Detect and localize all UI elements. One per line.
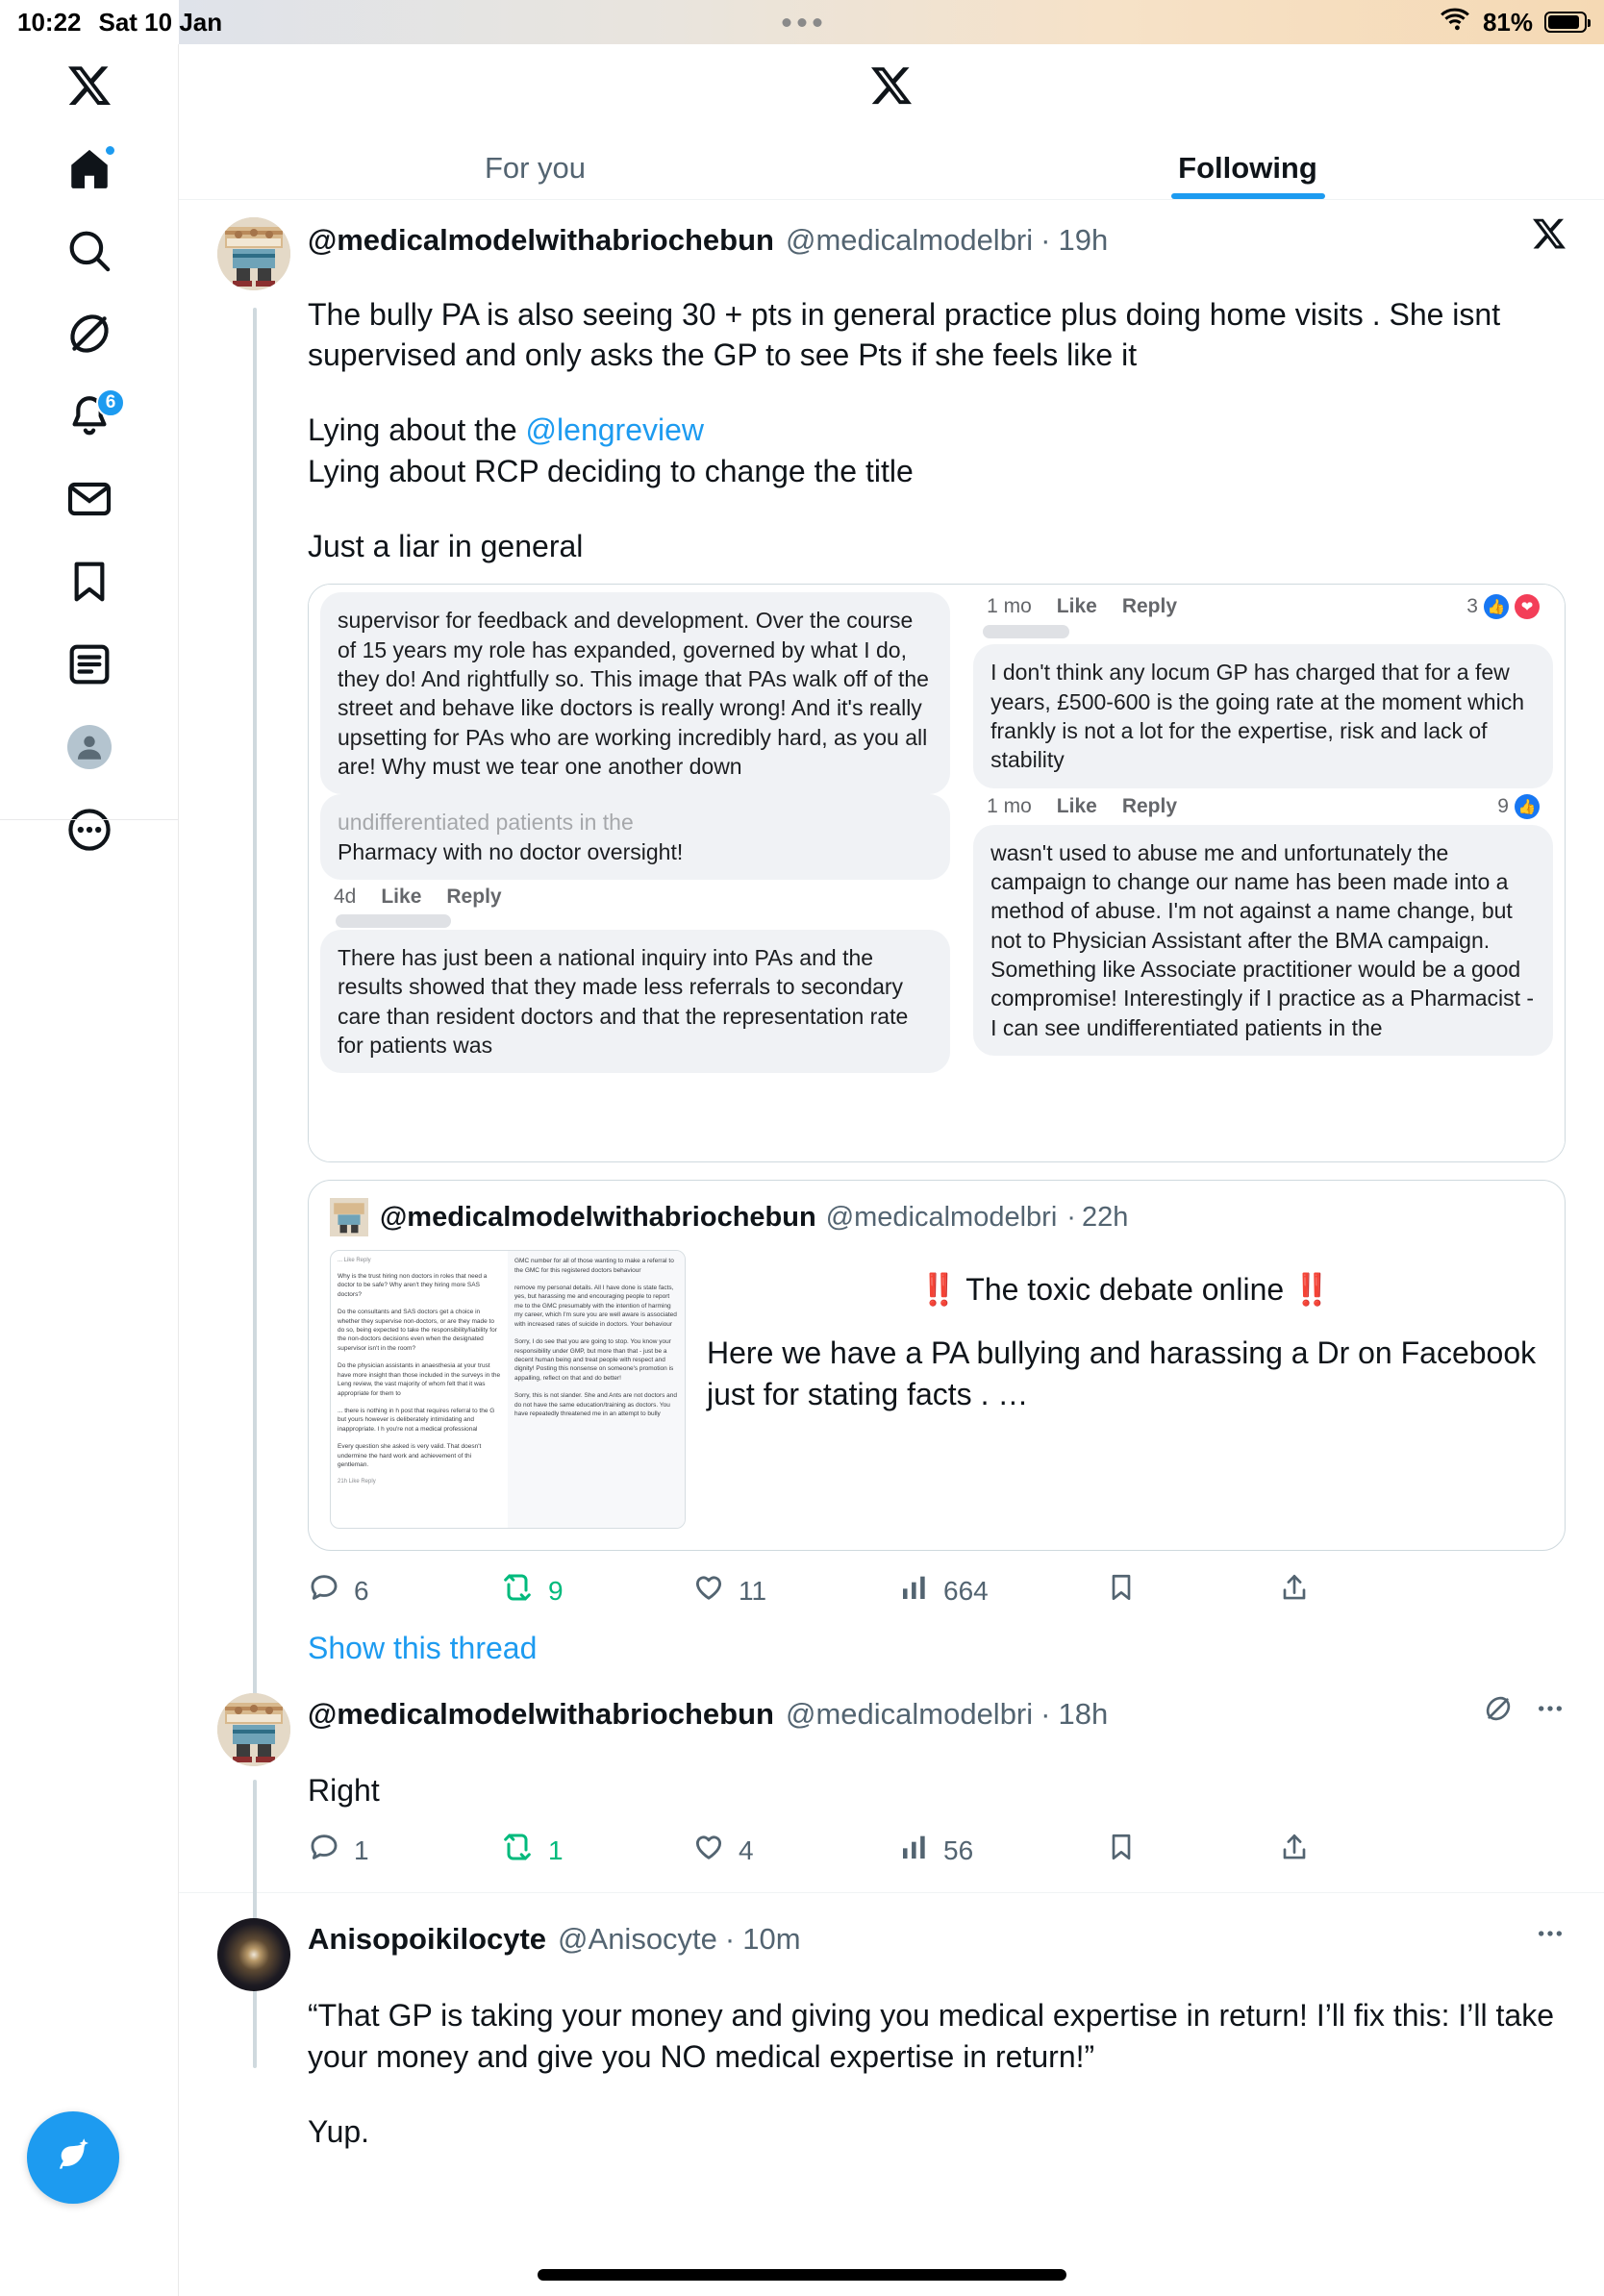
tweet-1-image-attachment[interactable] (308, 584, 1566, 1162)
reply-icon (308, 1831, 340, 1870)
status-bar (0, 0, 1604, 44)
fb-reaction-count: 9 (1497, 794, 1509, 817)
grok-icon (65, 310, 113, 358)
tweet-1-body (308, 294, 1566, 566)
tweet-1-paragraph-4: Just a liar in general (308, 528, 584, 563)
status-date: Sat 10 Jan (98, 7, 223, 37)
tweet-2-body (308, 1770, 1566, 1810)
status-bar-center-dots (783, 18, 822, 27)
envelope-icon (65, 475, 113, 523)
sidebar-item-bookmarks[interactable] (0, 540, 179, 623)
left-sidebar (0, 44, 179, 2296)
thumb-left-line-2: Do the physician assistants in anaesthesia at your trust have more insight than those included in the surveys in the Leng review, the vast majority of whom felt that it was appropriate for them to (338, 1362, 501, 1397)
sidebar-item-home[interactable] (0, 127, 179, 210)
thumb-left-line-3: ... there is nothing in h post that requires referral to the G but yours however is deliberately intimidating and inappropriate. I h you're not a medical professional (338, 1407, 495, 1433)
reply-button[interactable] (308, 1571, 500, 1610)
bookmark-button[interactable] (1106, 1832, 1231, 1869)
display-name[interactable]: @medicalmodelwithabriochebun (308, 1697, 774, 1732)
quoted-tweet[interactable] (308, 1180, 1566, 1551)
display-name[interactable]: Anisopoikilocyte (308, 1922, 547, 1957)
tweet-1-paragraph-2 (308, 410, 1566, 450)
tweet-1-p2-prefix: Lying about the (308, 412, 526, 448)
thumb-right-line-2: Sorry, I do see that you are going to stop. You know your responsibility under GMP, but more than that - just be a decent human being and treat people with respect and dignity! Posting this nonsense on someone's promotion is appalling, reflect on that and do better! (514, 1338, 674, 1382)
analytics-icon (899, 1832, 930, 1869)
main-column (179, 44, 1604, 2296)
thread-connector-line (253, 308, 257, 1759)
like-count: 4 (739, 1834, 754, 1865)
tweet-3-paragraph-1: “That GP is taking your money and giving you medical expertise in return! I’ll fix this: I’ll take your money and give you NO medical expertise in return!” (308, 1998, 1554, 2074)
sidebar-item-messages[interactable] (0, 458, 179, 540)
more-icon[interactable] (1535, 1918, 1566, 1954)
status-bar-left (17, 8, 222, 37)
avatar-icon (67, 725, 112, 769)
battery-icon (1544, 12, 1587, 33)
fb-comment-1-text: supervisor for feedback and development. Over the course of 15 years my role has expanded, governed by what I do, they do! And rightfully so. This image that PAs walk off of the street and behave like doctors is really wrong! And it's really upsetting for PAs who are working incredibly hard, as you all are! Why must we tear one another down (338, 608, 929, 779)
tweet-3[interactable] (179, 1893, 1604, 2152)
thumb-right-line-0: GMC number for all of those wanting to make a referral to the GMC for this registered doctors behaviour (514, 1258, 674, 1274)
thumb-left-line-5: 21h Like Reply (338, 1479, 376, 1485)
search-icon (65, 227, 113, 275)
like-reaction-icon: 👍 (1484, 594, 1509, 619)
notifications-badge: 6 (96, 388, 125, 417)
mention-link-lengreview[interactable]: @lengreview (525, 412, 704, 448)
share-icon (1279, 1832, 1310, 1869)
user-handle[interactable]: @Anisocyte (558, 1922, 717, 1957)
more-icon[interactable] (1535, 1693, 1566, 1729)
x-logo-icon (871, 65, 912, 111)
dynamic-island-dot (783, 18, 791, 27)
sidebar-divider (0, 819, 179, 820)
thumb-left-line-1: Do the consultants and SAS doctors get a choice in whether they supervise non-doctors, or are they made to do so, being expected to take the responsibility/liability for the non-doctors decisions even when the designated supervisor isn't in the room? (338, 1309, 497, 1352)
tweet-3-header (217, 1918, 1566, 1991)
dynamic-island-dot (798, 18, 807, 27)
thumb-left-line-4: Every question she asked is very valid. That doesn't undermine the hard work and achievement of thi gentleman. (338, 1443, 482, 1469)
avatar[interactable] (217, 1693, 290, 1766)
reply-count: 1 (354, 1834, 369, 1865)
sidebar-item-more[interactable] (0, 788, 179, 871)
thumb-left-line-0: Why is the trust hiring non doctors in roles that need a doctor to be safe? Why aren't they hiring more SAS doctors? (338, 1272, 488, 1298)
x-logo-icon (68, 64, 111, 107)
battery-percent: 81% (1482, 7, 1533, 37)
facebook-screenshot (309, 585, 1565, 1161)
sidebar-item-lists[interactable] (0, 623, 179, 706)
grok-icon[interactable] (1483, 1693, 1514, 1729)
display-name[interactable]: @medicalmodelwithabriochebun (380, 1201, 816, 1233)
bookmark-icon (1106, 1572, 1137, 1610)
retweet-count: 9 (548, 1575, 564, 1606)
views-button[interactable] (899, 1832, 1106, 1869)
avatar[interactable] (217, 217, 290, 290)
tweet-1[interactable] (179, 200, 1604, 1687)
tab-following[interactable]: Following (891, 131, 1604, 199)
thumb-right-line-3: Sorry, this is not slander. She and Ants are not doctors and do not have the same education/training as doctors. You have repeatedly threatened me in an attempt to bully (514, 1392, 677, 1418)
tab-for-you[interactable]: For you (484, 151, 587, 185)
timestamp: 22h (1081, 1201, 1129, 1233)
separator: · (724, 1922, 736, 1957)
show-this-thread-link[interactable]: Show this thread (308, 1631, 538, 1666)
screenshot-left-column (309, 585, 962, 1161)
tweet-2-paragraph-1: Right (308, 1773, 380, 1809)
timestamp: 19h (1058, 223, 1109, 257)
separator: · (1040, 1697, 1051, 1732)
fb-comment-3 (320, 930, 950, 1073)
tweet-1-top-right[interactable] (1533, 217, 1566, 255)
fb-comment-3-text: There has just been a national inquiry into PAs and the results showed that they made less referrals to secondary care than resident doctors and that the representation rate for patients was (338, 945, 909, 1059)
retweet-button[interactable] (500, 1570, 692, 1611)
thumb-left-text: ... Like Reply Why is the trust hiring non doctors in roles that need a doctor to be safe? Why aren't they hiring more SAS doctors? Do the consultants and SAS doctors get a choice in whether they supervise non-doctors, or are they made to do so, being expected to take the responsibility/liability for the non-doctors decisions even when the designated supervisor isn't in the room? Do the physician assistants in anaesthesia at your trust have more insight than those included in the surveys in the Leng review, the vast majority of whom felt that it was appropriate for them to ... there is nothing in h post that requires referral to the G but yours however is deliberately intimidating and inappropriate. I h you're not a medical professional Every question she asked is very valid. That doesn't undermine the hard work and achievement of thi gentleman. 21h Like Reply (338, 1258, 501, 1485)
sidebar-item-x-logo[interactable] (0, 44, 179, 127)
tweet-2-names (308, 1693, 1566, 1732)
tweet-2-header (217, 1693, 1566, 1766)
tweet-3-names (308, 1918, 1566, 1957)
fb-comment-4-text: I don't think any locum GP has charged that for a few years, £500-600 is the going rate at the moment which frankly is not a lot for the expertise, risk and lack of stability (990, 660, 1524, 773)
share-button[interactable] (1279, 1572, 1310, 1610)
love-reaction-icon: ❤ (1515, 594, 1540, 619)
fb-like[interactable]: Like (1056, 595, 1097, 618)
view-count: 56 (943, 1834, 974, 1865)
redaction-bar (336, 914, 451, 928)
tweet-3-paragraph-2: Yup. (308, 2113, 370, 2149)
fb-time: 4d (334, 886, 357, 909)
screenshot-right-column (962, 585, 1565, 1161)
redaction-bar (983, 625, 1069, 638)
thumb-right-line-1: remove my personal details. All I have done is state facts, yes, but harassing me and encouraging people to report me to the GMC presumably with the intention of harming my career, which I'm sure you are well aware is associated with increased rates of suicide in doctors. Your behaviour (514, 1285, 677, 1328)
fb-reply[interactable]: Reply (446, 886, 502, 909)
header-logo[interactable] (179, 44, 1604, 131)
heart-icon (692, 1831, 725, 1870)
list-icon (65, 640, 113, 688)
fb-time: 1 mo (987, 595, 1032, 618)
fb-comment-1 (320, 592, 950, 794)
sidebar-item-grok[interactable] (0, 292, 179, 375)
like-reaction-icon: 👍 (1515, 794, 1540, 819)
quoted-tweet-header (330, 1198, 1543, 1236)
quoted-tweet-title: ‼️ The toxic debate online ‼️ (919, 1272, 1331, 1308)
fb-comment-2-meta (334, 886, 937, 909)
fb-comment-2-faded: undifferentiated patients in the (338, 810, 634, 836)
reply-count: 6 (354, 1575, 369, 1606)
tweet-1-paragraph-3: Lying about RCP deciding to change the title (308, 453, 914, 488)
tweet-3-top-right[interactable] (1535, 1918, 1566, 1954)
analytics-icon (899, 1572, 930, 1610)
fb-comment-2 (320, 794, 950, 880)
fb-comment-5-meta (987, 794, 1540, 819)
tweet-1-actions (308, 1570, 1566, 1611)
share-icon (1279, 1572, 1310, 1610)
quoted-tweet-content (330, 1250, 1543, 1529)
heart-icon (692, 1571, 725, 1610)
display-name[interactable]: @medicalmodelwithabriochebun (308, 223, 774, 257)
reply-button[interactable] (308, 1831, 500, 1870)
bookmark-icon (65, 558, 113, 606)
quoted-image-thumbnail[interactable] (330, 1250, 686, 1529)
tweet-2-top-right[interactable] (1483, 1693, 1566, 1729)
retweet-button[interactable] (500, 1830, 692, 1871)
sidebar-item-profile[interactable] (0, 706, 179, 788)
fb-comment-4-meta (987, 594, 1540, 619)
separator: · (1040, 223, 1051, 257)
tweet-1-header (217, 217, 1566, 290)
compose-post-button[interactable] (27, 2111, 119, 2204)
quoted-tweet-paragraph: Here we have a PA bullying and harassing a Dr on Facebook just for stating facts . … (707, 1335, 1537, 1412)
status-bar-right (1439, 7, 1587, 38)
home-indicator[interactable] (538, 2269, 1066, 2281)
reply-icon (308, 1571, 340, 1610)
x-premium-icon[interactable] (1533, 217, 1566, 255)
fb-like[interactable]: Like (381, 886, 422, 909)
tweet-3-body (308, 1995, 1566, 2152)
user-handle[interactable]: @medicalmodelbri (785, 223, 1034, 257)
fb-comment-2-text: Pharmacy with no doctor oversight! (338, 838, 684, 864)
avatar[interactable] (217, 1918, 290, 1991)
retweet-icon (500, 1570, 535, 1611)
bookmark-button[interactable] (1106, 1572, 1231, 1610)
avatar[interactable] (330, 1198, 368, 1236)
tweet-1-paragraph-1: The bully PA is also seeing 30 + pts in general practice plus doing home visits . She isnt supervised and only asks the GP to see Pts if she feels like it (308, 297, 1501, 373)
thumb-right-text (508, 1251, 685, 1528)
user-handle[interactable]: @medicalmodelbri (825, 1201, 1058, 1233)
dynamic-island-dot (814, 18, 822, 27)
tweet-2-actions (308, 1830, 1566, 1871)
fb-reply[interactable]: Reply (1121, 794, 1178, 817)
like-button[interactable] (692, 1831, 899, 1870)
timestamp: 10m (742, 1922, 801, 1957)
sidebar-item-notifications[interactable] (0, 375, 179, 458)
sidebar-item-search[interactable] (0, 210, 179, 292)
fb-comment-5 (973, 825, 1553, 1057)
status-time: 10:22 (17, 7, 82, 37)
like-button[interactable] (692, 1571, 899, 1610)
share-button[interactable] (1279, 1832, 1310, 1869)
more-circle-icon (65, 806, 113, 854)
fb-reactions (1466, 594, 1540, 619)
fb-reactions (1497, 794, 1540, 819)
tweet-2[interactable] (179, 1687, 1604, 1871)
timestamp: 18h (1058, 1697, 1109, 1732)
bookmark-icon (1106, 1832, 1137, 1869)
view-count: 664 (943, 1575, 989, 1606)
fb-comment-5-text: wasn't used to abuse me and unfortunately the campaign to change our name has been made into a method of abuse. I'm not against a name change, but not to Physician Assistant after the BMA campaign. Something like Associate practitioner would be a good compromise! Interestingly if I practice as a Pharmacist - I can see undifferentiated patients in the (990, 839, 1535, 1040)
user-handle[interactable]: @medicalmodelbri (785, 1697, 1034, 1732)
quoted-tweet-text (707, 1250, 1543, 1415)
separator: · (1066, 1201, 1076, 1233)
retweet-count: 1 (548, 1834, 564, 1865)
fb-reaction-count: 3 (1466, 595, 1478, 618)
fb-like[interactable]: Like (1056, 794, 1097, 817)
fb-reply[interactable]: Reply (1121, 595, 1178, 618)
feed-tabs (179, 131, 1604, 200)
tweet-1-names (308, 217, 1566, 258)
like-count: 11 (739, 1575, 767, 1606)
home-unread-dot (104, 144, 116, 157)
retweet-icon (500, 1830, 535, 1871)
compose-post-icon (50, 2133, 96, 2184)
views-button[interactable] (899, 1572, 1106, 1610)
fb-comment-4 (973, 644, 1553, 787)
fb-time: 1 mo (987, 794, 1032, 817)
wifi-icon (1439, 7, 1471, 38)
